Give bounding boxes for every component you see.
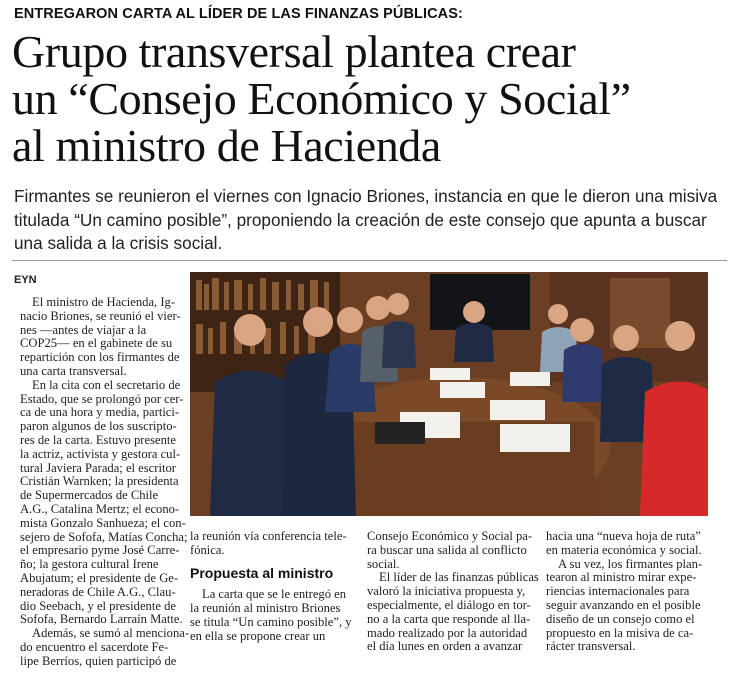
text-line: social.	[367, 556, 400, 571]
text-line: riencias internacionales para	[546, 584, 690, 599]
text-line: En la cita con el secretario de	[32, 377, 181, 392]
text-line: de Supermercados de Chile	[20, 488, 159, 503]
kicker: ENTREGARON CARTA AL LÍDER DE LAS FINANZAS PÚBLICAS:	[14, 6, 463, 22]
text-line: A su vez, los firmantes plan-	[558, 556, 703, 571]
text-line: mado realizado por la autoridad	[367, 625, 528, 640]
text-line: ño; la gestora cultural Irene	[20, 557, 159, 572]
subhead: Propuesta al ministro	[190, 564, 334, 581]
article-column-1	[20, 295, 190, 669]
text-line: valoró la iniciativa propuesta y,	[367, 584, 526, 599]
text-line: propuesto en la misiva de ca-	[546, 625, 694, 640]
headline-line: al ministro de Hacienda	[12, 120, 441, 171]
text-line: El líder de las finanzas públicas	[379, 570, 539, 585]
text-line: nacio Briones, se reunió el vier-	[20, 308, 181, 323]
text-line: neradoras de Chile A.G., Clau-	[20, 584, 176, 599]
byline: EYN	[14, 274, 37, 286]
text-line: sejero de Sofofa, Matías Concha;	[20, 529, 188, 544]
text-line: res de la carta. Estuvo presente	[20, 432, 176, 447]
text-line: El ministro de Hacienda, Ig-	[32, 295, 176, 309]
text-line: en ella se propone crear un	[190, 628, 326, 643]
text-line: Además, se sumó al menciona-	[32, 626, 190, 641]
text-line: Cristián Warnken; la presidenta	[20, 474, 179, 489]
text-line: fónica.	[190, 542, 225, 557]
dek-line: titulada “Un camino posible”, proponiendo la creación de este consejo que apunta a buscar	[14, 209, 707, 230]
text-line: Abujatum; el presidente de Ge-	[20, 570, 179, 585]
text-line: la actriz, activista y gestora cul-	[20, 446, 181, 461]
article-photo	[190, 272, 708, 516]
article-column-3	[367, 530, 537, 654]
text-line: especialmente, el diálogo en tor-	[367, 597, 531, 612]
text-line: dio Seebach, y el presidente de	[20, 598, 176, 613]
text-line: Estado, que se prolongó por cer-	[20, 391, 184, 406]
dek-line: una salida a la crisis social.	[14, 233, 223, 253]
text-line: se titula “Un camino posible”, y	[190, 614, 352, 629]
divider	[12, 260, 727, 261]
text-line: diseño de un consejo como el	[546, 611, 695, 626]
text-line: repartición con los firmantes de	[20, 350, 180, 365]
text-line: ca de una hora y media, partici-	[20, 405, 180, 420]
text-line: tural Javiera Parada; el escritor	[20, 460, 176, 475]
text-line: el empresario pyme José Carre-	[20, 543, 180, 558]
dek-line: Firmantes se reunieron el viernes con Ignacio Briones, instancia en que le dieron una misiva	[14, 186, 718, 206]
meeting-photo-illustration	[190, 272, 708, 516]
headline-line: Grupo transversal plantea crear	[12, 26, 576, 77]
text-line: rácter transversal.	[546, 639, 636, 654]
text-line: tearon al ministro mirar expe-	[546, 570, 697, 585]
text-line: ra buscar una salida al conflicto	[367, 542, 527, 557]
text-line: do encuentro el sacerdote Fe-	[20, 639, 169, 654]
article-column-4	[546, 530, 716, 654]
text-line: la reunión vía conferencia tele-	[190, 529, 347, 543]
headline	[12, 28, 727, 169]
text-line: una carta transversal.	[20, 363, 127, 378]
text-line: no a la carta que responde al lla-	[367, 611, 531, 626]
text-line: Sofofa, Bernardo Larraín Matte.	[20, 612, 183, 627]
article-column-2	[190, 530, 360, 644]
text-line: mista Gonzalo Sanhueza; el con-	[20, 515, 186, 530]
text-line: lipe Berríos, quien participó de	[20, 653, 177, 668]
text-line: paron algunos de los suscripto-	[20, 419, 177, 434]
text-line: la reunión al ministro Briones	[190, 601, 341, 616]
text-line: Consejo Económico y Social pa-	[367, 529, 533, 543]
text-line: nes —antes de viajar a la	[20, 322, 147, 337]
text-line: COP25— en el gabinete de su	[20, 336, 173, 351]
text-line: hacia una “nueva hoja de ruta”	[546, 529, 701, 543]
text-line: seguir avanzando en el posible	[546, 597, 701, 612]
text-line: A.G., Catalina Mertz; el econo-	[20, 501, 180, 516]
dek	[14, 185, 726, 256]
text-line: La carta que se le entregó en	[202, 587, 347, 602]
headline-line: un “Consejo Económico y Social”	[12, 73, 631, 124]
text-line: el día lunes en orden a avanzar	[367, 639, 523, 654]
text-line: en materia económica y social.	[546, 542, 702, 557]
